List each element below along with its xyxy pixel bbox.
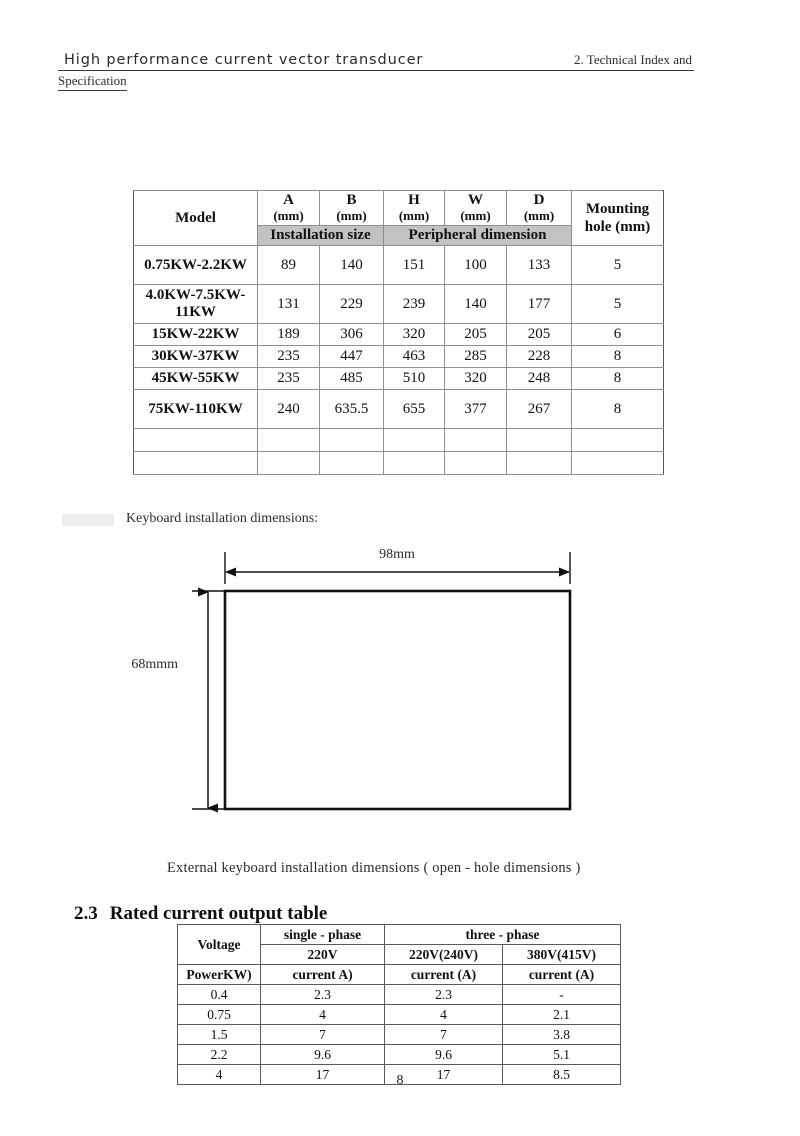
dimension-row-hole: 6 <box>572 324 664 346</box>
section-number: 2.3 <box>74 903 98 924</box>
dimension-header-w-letter: W <box>468 192 483 208</box>
current-row-220v-240v: 9.6 <box>385 1045 503 1065</box>
dimension-row-h: 239 <box>384 285 445 324</box>
page-running-header <box>58 52 694 91</box>
width-dimension-label: 98mm <box>379 547 415 562</box>
page-number: 8 <box>396 1073 404 1088</box>
section-heading-2-3 <box>74 903 327 925</box>
dimension-row-d: 133 <box>507 246 572 285</box>
current-row-380v-415v: 5.1 <box>503 1045 621 1065</box>
dimension-header-d-letter: D <box>533 192 545 208</box>
keyboard-opening-diagram <box>130 540 650 840</box>
dimension-row-h: 655 <box>384 390 445 429</box>
dimension-row-w: 100 <box>445 246 507 285</box>
current-header-current-bold: current <box>528 966 573 982</box>
dimension-header-group-peripheral: Peripheral dimension <box>384 226 572 246</box>
dimension-header-h <box>384 191 445 226</box>
dimension-row-d: 248 <box>507 368 572 390</box>
current-table-header-row-3 <box>178 965 621 985</box>
dimension-row-b <box>320 452 384 475</box>
table-row <box>178 1045 621 1065</box>
dimension-row-hole: 8 <box>572 390 664 429</box>
dimension-row-h: 151 <box>384 246 445 285</box>
scan-artifact-smudge <box>62 514 114 526</box>
current-row-220v-240v: 7 <box>385 1025 503 1045</box>
dimension-row-hole <box>572 452 664 475</box>
table-row <box>178 1025 621 1045</box>
dimension-row-hole: 5 <box>572 285 664 324</box>
dimension-row-hole: 8 <box>572 346 664 368</box>
current-table-header-row-1 <box>178 925 621 945</box>
rated-current-table <box>177 924 621 1085</box>
dimension-row-model: 15KW-22KW <box>134 324 258 346</box>
current-row-power: 0.75 <box>178 1005 261 1025</box>
header-document-title: High performance current vector transducer <box>64 52 424 68</box>
dimension-header-d <box>507 191 572 226</box>
dimension-row-d <box>507 429 572 452</box>
dimension-table-header-row-1 <box>134 191 664 226</box>
current-row-220v-240v: 17 <box>385 1065 503 1085</box>
dimension-header-b <box>320 191 384 226</box>
current-header-current-220v-240v <box>385 965 503 985</box>
current-header-380v-415v: 380V(415V) <box>503 945 621 965</box>
dimension-row-w: 285 <box>445 346 507 368</box>
section-title: Rated current output table <box>109 903 328 924</box>
dimension-row-a: 131 <box>258 285 320 324</box>
table-row <box>134 429 664 452</box>
dimension-row-hole: 5 <box>572 246 664 285</box>
dimension-row-d: 205 <box>507 324 572 346</box>
table-row <box>134 390 664 429</box>
opening-rectangle <box>225 591 570 809</box>
dimension-row-w <box>445 429 507 452</box>
current-row-220v-240v: 4 <box>385 1005 503 1025</box>
dimension-row-a: 235 <box>258 346 320 368</box>
current-header-power <box>178 965 261 985</box>
current-row-380v-415v: 2.1 <box>503 1005 621 1025</box>
current-row-power: 0.4 <box>178 985 261 1005</box>
dimension-row-b: 306 <box>320 324 384 346</box>
dimension-row-a: 235 <box>258 368 320 390</box>
dimension-header-h-letter: H <box>408 192 420 208</box>
dimension-row-model <box>134 429 258 452</box>
dimension-row-a: 240 <box>258 390 320 429</box>
dimension-row-b: 447 <box>320 346 384 368</box>
dimension-header-w-unit: (mm) <box>460 208 491 224</box>
current-row-power: 2.2 <box>178 1045 261 1065</box>
current-row-380v-415v: 8.5 <box>503 1065 621 1085</box>
table-row <box>134 324 664 346</box>
current-row-220v: 17 <box>261 1065 385 1085</box>
table-row <box>134 452 664 475</box>
dimension-row-a <box>258 452 320 475</box>
current-header-current-380v-415v <box>503 965 621 985</box>
dimension-table-container <box>133 190 663 475</box>
dimension-header-b-unit: (mm) <box>336 208 367 224</box>
table-row <box>134 368 664 390</box>
dimension-header-model: Model <box>134 191 258 246</box>
dimension-row-b <box>320 429 384 452</box>
current-header-power-unit: KW) <box>223 966 252 982</box>
dimension-row-model: 30KW-37KW <box>134 346 258 368</box>
table-row <box>134 246 664 285</box>
keyboard-installation-note: Keyboard installation dimensions: <box>126 511 319 526</box>
dimension-table <box>133 190 664 475</box>
figure-caption: External keyboard installation dimensions ( open - hole dimensions ) <box>167 860 581 876</box>
rated-current-table-container <box>177 924 620 1085</box>
dimension-row-h: 463 <box>384 346 445 368</box>
dimension-row-model: 45KW-55KW <box>134 368 258 390</box>
dimension-row-a <box>258 429 320 452</box>
current-row-220v: 4 <box>261 1005 385 1025</box>
current-row-power: 1.5 <box>178 1025 261 1045</box>
current-header-single-phase: single - phase <box>261 925 385 945</box>
dimension-row-d: 267 <box>507 390 572 429</box>
dimension-row-h <box>384 452 445 475</box>
header-chapter-title-continuation: Specification <box>58 73 127 91</box>
dimension-row-hole: 8 <box>572 368 664 390</box>
dimension-row-hole <box>572 429 664 452</box>
current-header-current-220v <box>261 965 385 985</box>
dimension-row-model: 4.0KW-7.5KW-11KW <box>134 285 258 324</box>
current-row-380v-415v: - <box>503 985 621 1005</box>
current-header-current-unit: (A) <box>572 966 595 982</box>
dimension-row-d: 177 <box>507 285 572 324</box>
current-row-220v: 7 <box>261 1025 385 1045</box>
dimension-row-h: 320 <box>384 324 445 346</box>
current-header-220v-240v: 220V(240V) <box>385 945 503 965</box>
dimension-header-mounting-hole: Mounting hole (mm) <box>572 191 664 246</box>
current-header-current-unit: (A) <box>454 966 477 982</box>
dimension-row-h <box>384 429 445 452</box>
dimension-row-b: 229 <box>320 285 384 324</box>
header-chapter-title: 2. Technical Index and <box>574 52 692 67</box>
current-row-380v-415v: 3.8 <box>503 1025 621 1045</box>
dimension-header-h-unit: (mm) <box>398 208 430 224</box>
current-header-220v: 220V <box>261 945 385 965</box>
dimension-header-b-letter: B <box>346 192 357 208</box>
dimension-row-w: 205 <box>445 324 507 346</box>
table-row <box>134 285 664 324</box>
current-row-220v: 9.6 <box>261 1045 385 1065</box>
dimension-row-d <box>507 452 572 475</box>
dimension-row-w <box>445 452 507 475</box>
current-header-current-bold: current <box>410 966 455 982</box>
height-dimension-label: 68mmm <box>131 657 178 672</box>
current-row-power: 4 <box>178 1065 261 1085</box>
dimension-header-d-unit: (mm) <box>523 208 555 224</box>
current-header-current-bold: current <box>292 966 336 982</box>
dimension-row-d: 228 <box>507 346 572 368</box>
current-header-three-phase: three - phase <box>385 925 621 945</box>
dimension-row-a: 189 <box>258 324 320 346</box>
dimension-header-group-installation: Installation size <box>258 226 384 246</box>
current-row-220v: 2.3 <box>261 985 385 1005</box>
dimension-row-model <box>134 452 258 475</box>
current-row-220v-240v: 2.3 <box>385 985 503 1005</box>
dimension-row-b: 140 <box>320 246 384 285</box>
dimension-header-a-unit: (mm) <box>273 208 304 224</box>
current-header-current-unit: A) <box>335 966 353 982</box>
dimension-row-w: 140 <box>445 285 507 324</box>
dimension-row-h: 510 <box>384 368 445 390</box>
dimension-row-w: 320 <box>445 368 507 390</box>
current-header-voltage: Voltage <box>178 925 261 965</box>
dimension-row-w: 377 <box>445 390 507 429</box>
dimension-row-a: 89 <box>258 246 320 285</box>
dimension-header-w <box>445 191 507 226</box>
header-rule-row <box>58 52 694 71</box>
dimension-header-a-letter: A <box>283 192 294 208</box>
dimension-row-b: 635.5 <box>320 390 384 429</box>
current-header-power-bold: Power <box>186 966 224 982</box>
table-row <box>178 1005 621 1025</box>
dimension-row-model: 0.75KW-2.2KW <box>134 246 258 285</box>
dimension-row-b: 485 <box>320 368 384 390</box>
dimension-header-a <box>258 191 320 226</box>
dimension-row-model: 75KW-110KW <box>134 390 258 429</box>
table-row <box>178 985 621 1005</box>
table-row <box>134 346 664 368</box>
